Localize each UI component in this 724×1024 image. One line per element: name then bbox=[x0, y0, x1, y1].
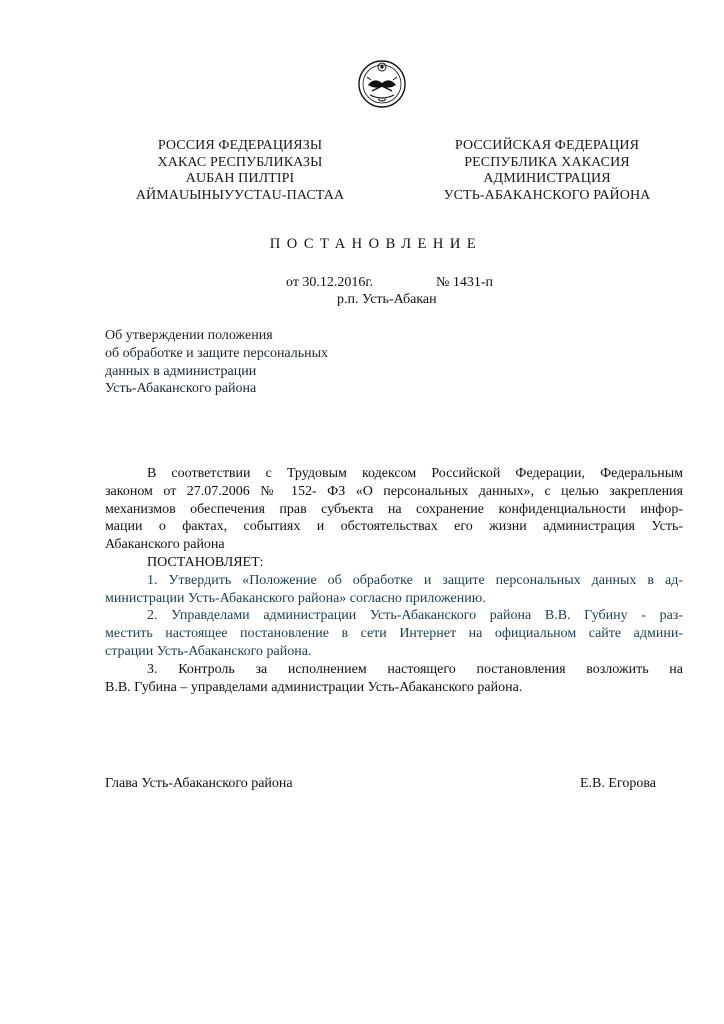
document-subject bbox=[105, 327, 405, 398]
header-line: АЙМАUЫНЫУУСТАU-ПАСТАА bbox=[135, 187, 345, 203]
preamble-line: мации о фактах, событиях и обстоятельствах его жизни администрация Усть- bbox=[105, 519, 683, 535]
document-body bbox=[105, 465, 683, 696]
subject-line: Усть-Абаканского района bbox=[105, 381, 257, 397]
header-line: РЕСПУБЛИКА ХАКАСИЯ bbox=[464, 154, 630, 170]
header-line: РОССИЙСКАЯ ФЕДЕРАЦИЯ bbox=[454, 138, 640, 153]
subject-line: Об утверждении положения bbox=[105, 328, 273, 343]
signature-name: Е.В. Егорова bbox=[580, 776, 656, 791]
document-date: от 30.12.2016г. bbox=[286, 275, 374, 290]
preamble-line: механизмов обеспечения прав субъекта на сохранение конфиденциальности инфор- bbox=[105, 501, 683, 517]
header-line: АUБАН ПИЛТIРI bbox=[185, 171, 295, 186]
header-line: УСТЬ-АБАКАНСКОГО РАЙОНА bbox=[443, 187, 651, 203]
signature-title: Глава Усть-Абаканского района bbox=[105, 776, 293, 791]
item-3-line: 3. Контроль за исполнением настоящего постановления возложить на bbox=[147, 661, 683, 677]
item-2-line: страции Усть-Абаканского района. bbox=[105, 643, 312, 659]
subject-line: данных в администрации bbox=[105, 363, 257, 379]
item-2-line: местить настоящее постановление в сети Интернет на официальном сайте админи- bbox=[105, 626, 683, 642]
subject-line: об обработке и защите персональных bbox=[105, 345, 329, 361]
header-hakas bbox=[105, 138, 375, 204]
document-place: р.п. Усть-Абакан bbox=[337, 292, 437, 307]
resolves-heading: ПОСТАНОВЛЯЕТ: bbox=[147, 554, 264, 570]
coat-of-arms-emblem bbox=[358, 55, 406, 113]
item-2-line: 2. Управделами администрации Усть-Абаканского района В.В. Губину - раз- bbox=[147, 608, 683, 624]
item-3-line: В.В. Губина – управделами администрации Усть-Абаканского района. bbox=[105, 679, 523, 695]
preamble-line: В соответствии с Трудовым кодексом Российской Федерации, Федеральным bbox=[147, 466, 683, 481]
item-1-line: 1. Утвердить «Положение об обработке и защите персональных данных в ад- bbox=[147, 572, 683, 588]
header-line: РОССИЯ ФЕДЕРАЦИЯЗЫ bbox=[157, 138, 323, 153]
document-type-title: ПОСТАНОВЛЕНИЕ bbox=[269, 236, 483, 252]
preamble-line: законом от 27.07.2006 № 152- ФЗ «О персональных данных», с целью закрепления bbox=[105, 483, 683, 499]
item-1-line: министрации Усть-Абаканского района» согласно приложению. bbox=[105, 590, 486, 606]
header-line: АДМИНИСТРАЦИЯ bbox=[483, 171, 611, 186]
header-russian bbox=[412, 138, 682, 204]
document-number: № 1431-п bbox=[436, 275, 494, 290]
preamble-line: Абаканского района bbox=[105, 537, 225, 553]
header-line: ХАКАС РЕСПУБЛИКАЗЫ bbox=[157, 154, 323, 170]
